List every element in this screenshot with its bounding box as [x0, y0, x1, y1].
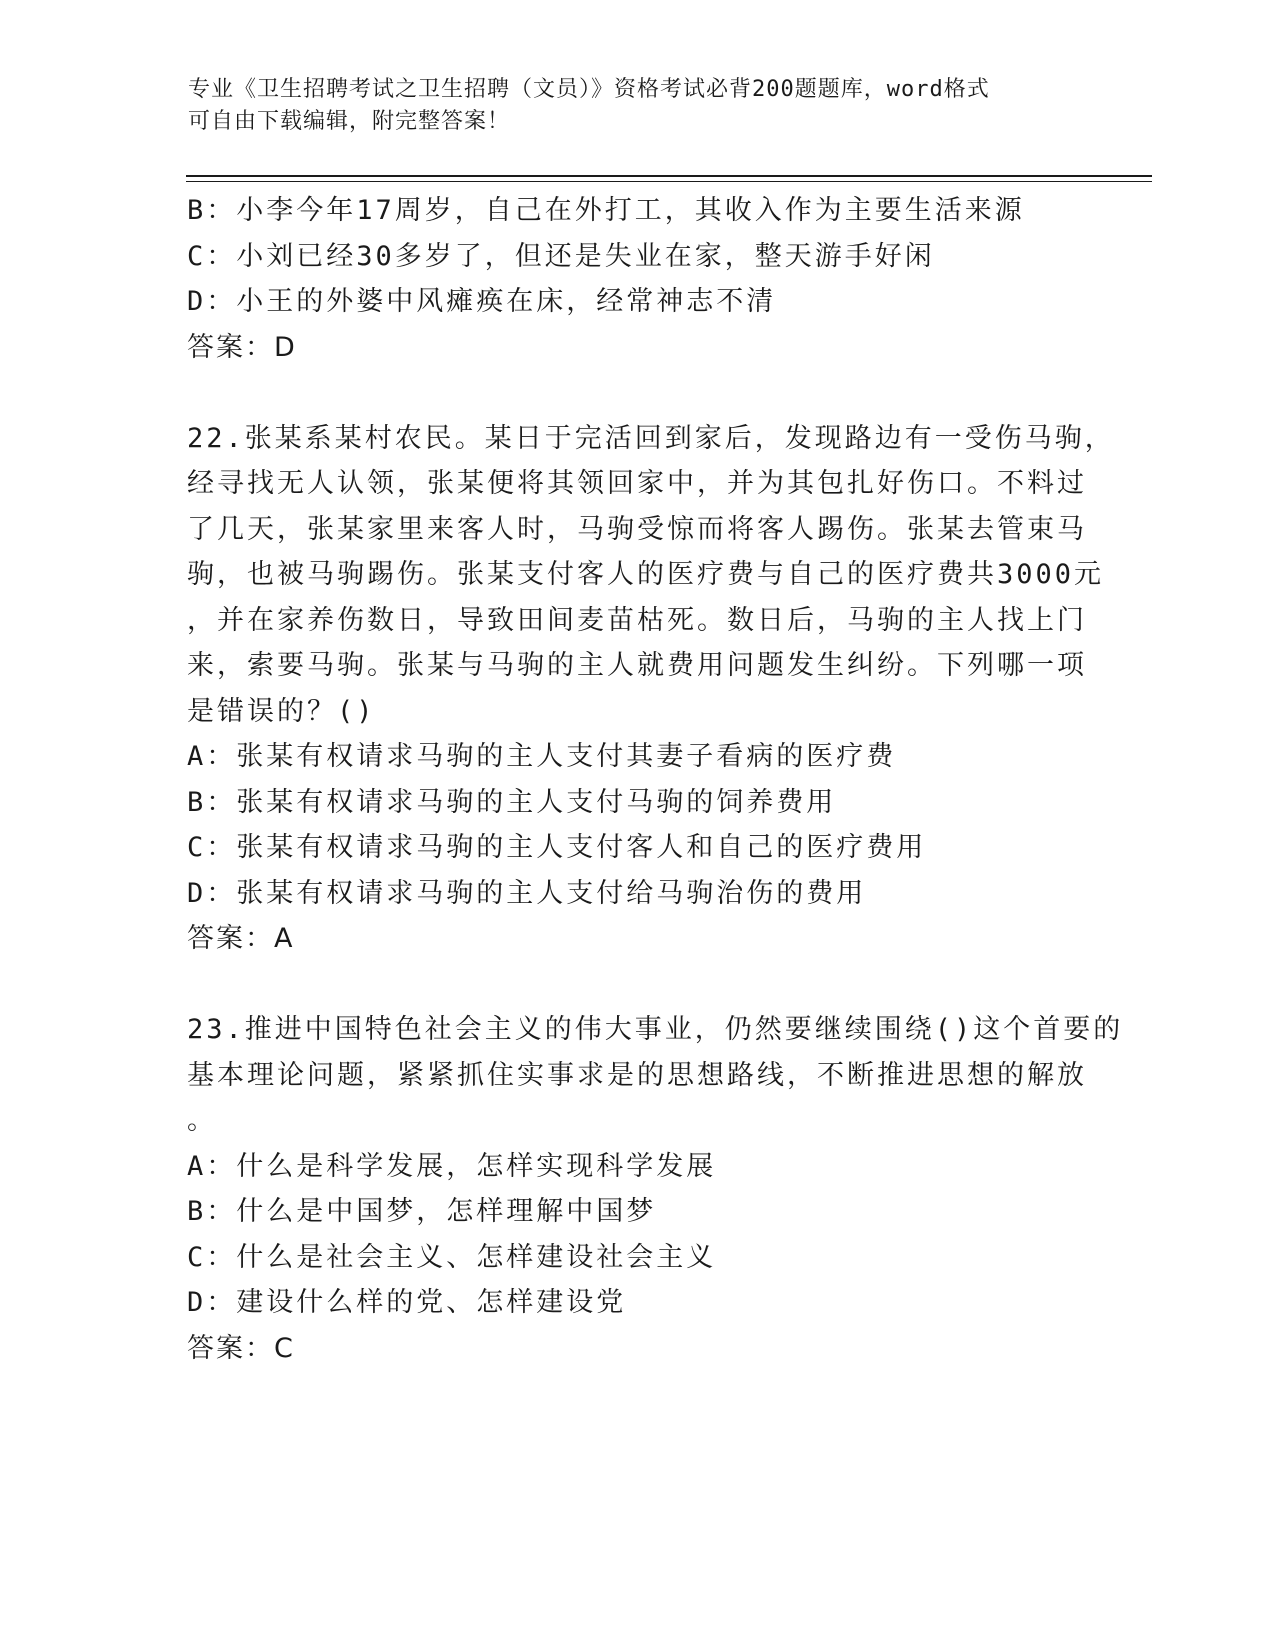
header-divider-thin: [186, 181, 1152, 182]
question-content: [187, 188, 1124, 1371]
question-stem-line: 23.推进中国特色社会主义的伟大事业，仍然要继续围绕()这个首要的: [187, 1014, 1124, 1045]
spacer: [187, 370, 1087, 416]
option-c: C：小刘已经30多岁了，但还是失业在家，整天游手好闲: [187, 240, 935, 272]
question-stem-line: 基本理论问题，紧紧抓住实事求是的思想路线，不断推进思想的解放: [187, 1059, 1087, 1091]
header-title-line-1: 专业《卫生招聘考试之卫生招聘（文员）》资格考试必背200题题库，word格式: [188, 77, 990, 102]
question-stem-line: 来，索要马驹。张某与马驹的主人就费用问题发生纠纷。下列哪一项: [187, 650, 1087, 681]
question-stem-line: 是错误的？(): [187, 695, 376, 727]
spacer: [187, 962, 1087, 1008]
question-21-fragment: [187, 188, 1087, 370]
question-23: [187, 1007, 1124, 1371]
option-d: D：张某有权请求马驹的主人支付给马驹治伤的费用: [187, 877, 867, 909]
option-a: A：什么是科学发展，怎样实现科学发展: [187, 1150, 717, 1182]
answer-line: 答案：D: [187, 331, 297, 363]
question-stem-line: ，并在家养伤数日，导致田间麦苗枯死。数日后，马驹的主人找上门: [187, 604, 1087, 636]
answer-line: 答案：A: [187, 923, 295, 954]
option-c: C：什么是社会主义、怎样建设社会主义: [187, 1241, 717, 1273]
option-c: C：张某有权请求马驹的主人支付客人和自己的医疗费用: [187, 832, 927, 863]
option-a: A：张某有权请求马驹的主人支付其妻子看病的医疗费: [187, 741, 897, 772]
option-b: B：什么是中国梦，怎样理解中国梦: [187, 1196, 657, 1227]
header-divider-thick: [186, 175, 1152, 177]
question-stem-line: 。: [187, 1105, 217, 1136]
question-22: [187, 416, 1115, 962]
option-d: D：小王的外婆中风瘫痪在床，经常神志不清: [187, 286, 777, 317]
document-header: [188, 74, 1088, 138]
option-b: B：小李今年17周岁，自己在外打工，其收入作为主要生活来源: [187, 195, 1025, 226]
header-title-line-2: 可自由下载编辑，附完整答案！: [188, 109, 511, 134]
option-b: B：张某有权请求马驹的主人支付马驹的饲养费用: [187, 786, 837, 818]
option-d: D：建设什么样的党、怎样建设党: [187, 1287, 627, 1318]
answer-line: 答案：C: [187, 1332, 295, 1364]
question-stem-line: 22.张某系某村农民。某日于完活回到家后，发现路边有一受伤马驹，: [187, 422, 1115, 454]
question-stem-line: 了几天，张某家里来客人时，马驹受惊而将客人踢伤。张某去管束马: [187, 513, 1087, 545]
question-stem-line: 经寻找无人认领，张某便将其领回家中，并为其包扎好伤口。不料过: [187, 468, 1087, 499]
question-stem-line: 驹，也被马驹踢伤。张某支付客人的医疗费与自己的医疗费共3000元: [187, 559, 1105, 590]
